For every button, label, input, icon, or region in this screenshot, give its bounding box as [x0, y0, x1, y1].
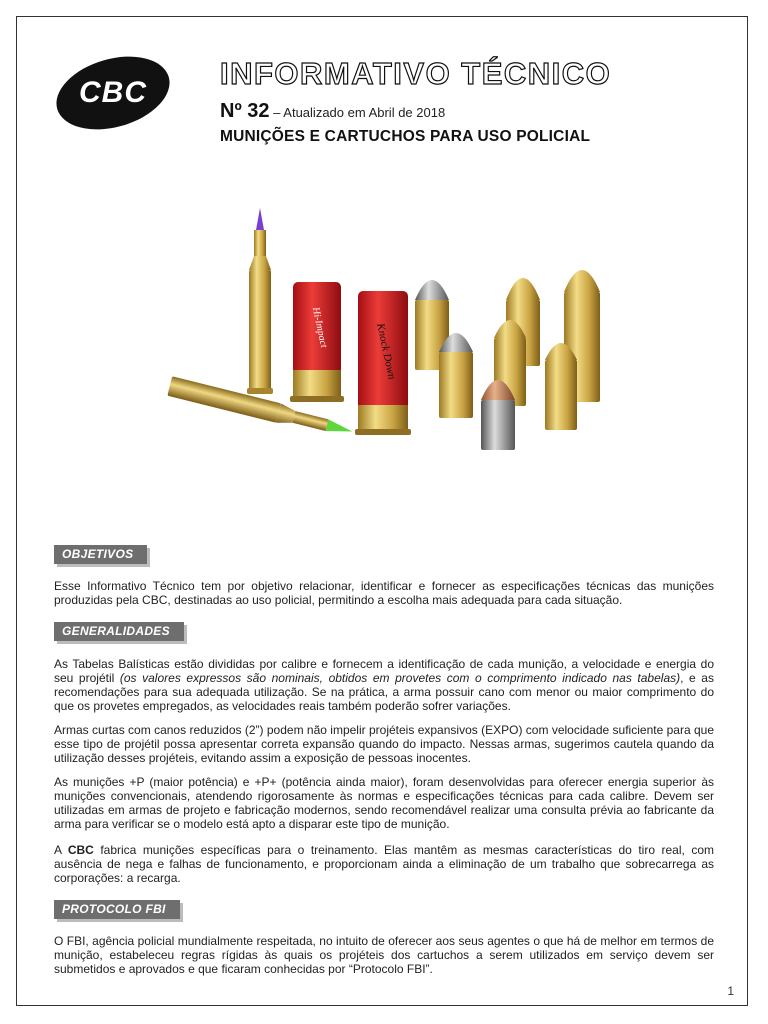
updated-date: – Atualizado em Abril de 2018: [269, 105, 446, 120]
section-protocolo-fbi-heading: PROTOCOLO FBI: [54, 900, 180, 919]
page-number: 1: [727, 984, 734, 998]
generalidades-paragraph-1: As Tabelas Balísticas estão divididas por calibre e fornecem a identificação de cada munição, a velocidade e energia do seu projétil (os valores expressos são nominais, obtidos em provetes com o comprimento indicado nas tabelas), e as recomendações para sua adequada utilização. Se na prática, a arma possuir cano com menor ou maior comprimento do que os provetes empregados, as velocidades reais também poderão sofrer variações.: [54, 657, 714, 713]
rifle-cartridge-standing: [247, 208, 273, 394]
pistol-cartridge-6: [545, 343, 577, 430]
logo-text: CBC: [79, 76, 147, 109]
shell-label-knock-down: Knock Down: [374, 322, 398, 381]
objetivos-paragraph: Esse Informativo Técnico tem por objetivo relacionar, identificar e fornecer as especificações técnicas das munições produzidas pela CBC, destinadas ao uso policial, permitindo a escolha mais adequada para cada situação.: [54, 579, 714, 607]
document-subject: MUNIÇÕES E CARTUCHOS PARA USO POLICIAL: [220, 128, 591, 145]
generalidades-paragraph-3: As munições +P (maior potência) e +P+ (potência ainda maior), foram desenvolvidas para oferecer energia superior às munições convencionais, atendendo rigorosamente às normas e especificações técnicas para cada calibre. Devem ser utilizadas em armas de projeto e fabricação modernos, sendo recomendável realizar uma consulta prévia ao fabricante da arma para verificar se o modelo está apto a disparar este tipo de munição.: [54, 775, 714, 831]
shotshell-knock-down: [355, 291, 411, 435]
document-number: Nº 32: [220, 100, 270, 122]
document-number-line: [220, 100, 445, 123]
section-objetivos-heading: OBJETIVOS: [54, 545, 147, 564]
shotshell-hi-impact: [290, 282, 344, 402]
ammunition-image: [160, 200, 620, 470]
pistol-cartridge-7: [481, 380, 515, 450]
protocolo-fbi-paragraph: O FBI, agência policial mundialmente respeitada, no intuito de oferecer aos seus agentes o que há de melhor em termos de munição, estabeleceu regras rígidas às quais os projéteis dos cartuchos a serem utilizados em serviço devem ser submetidos e aprovados e que ficaram conhecidas por “Protocolo FBI”.: [54, 934, 714, 976]
cbc-logo: [54, 54, 172, 132]
generalidades-paragraph-4: A CBC fabrica munições específicas para o treinamento. Elas mantêm as mesmas características do tiro real, com ausência de nega e falhas de funcionamento, e proporcionam ainda a eliminação de um trabalho que sobrecarrega as corporações: a recarga.: [54, 843, 714, 885]
document-title: INFORMATIVO TÉCNICO: [220, 56, 612, 91]
pistol-cartridge-2: [439, 333, 473, 418]
section-generalidades-heading: GENERALIDADES: [54, 622, 184, 641]
generalidades-paragraph-2: Armas curtas com canos reduzidos (2”) podem não impelir projéteis expansivos (EXPO) com velocidade suficiente para que esse tipo de projétil possa apresentar correta expansão quando do impacto. Nessas armas, sugerimos cautela quando da utilização desses projéteis, evitando assim a exposição de pessoas inocentes.: [54, 723, 714, 765]
shell-label-hi-impact: Hi-Impact: [309, 306, 330, 349]
